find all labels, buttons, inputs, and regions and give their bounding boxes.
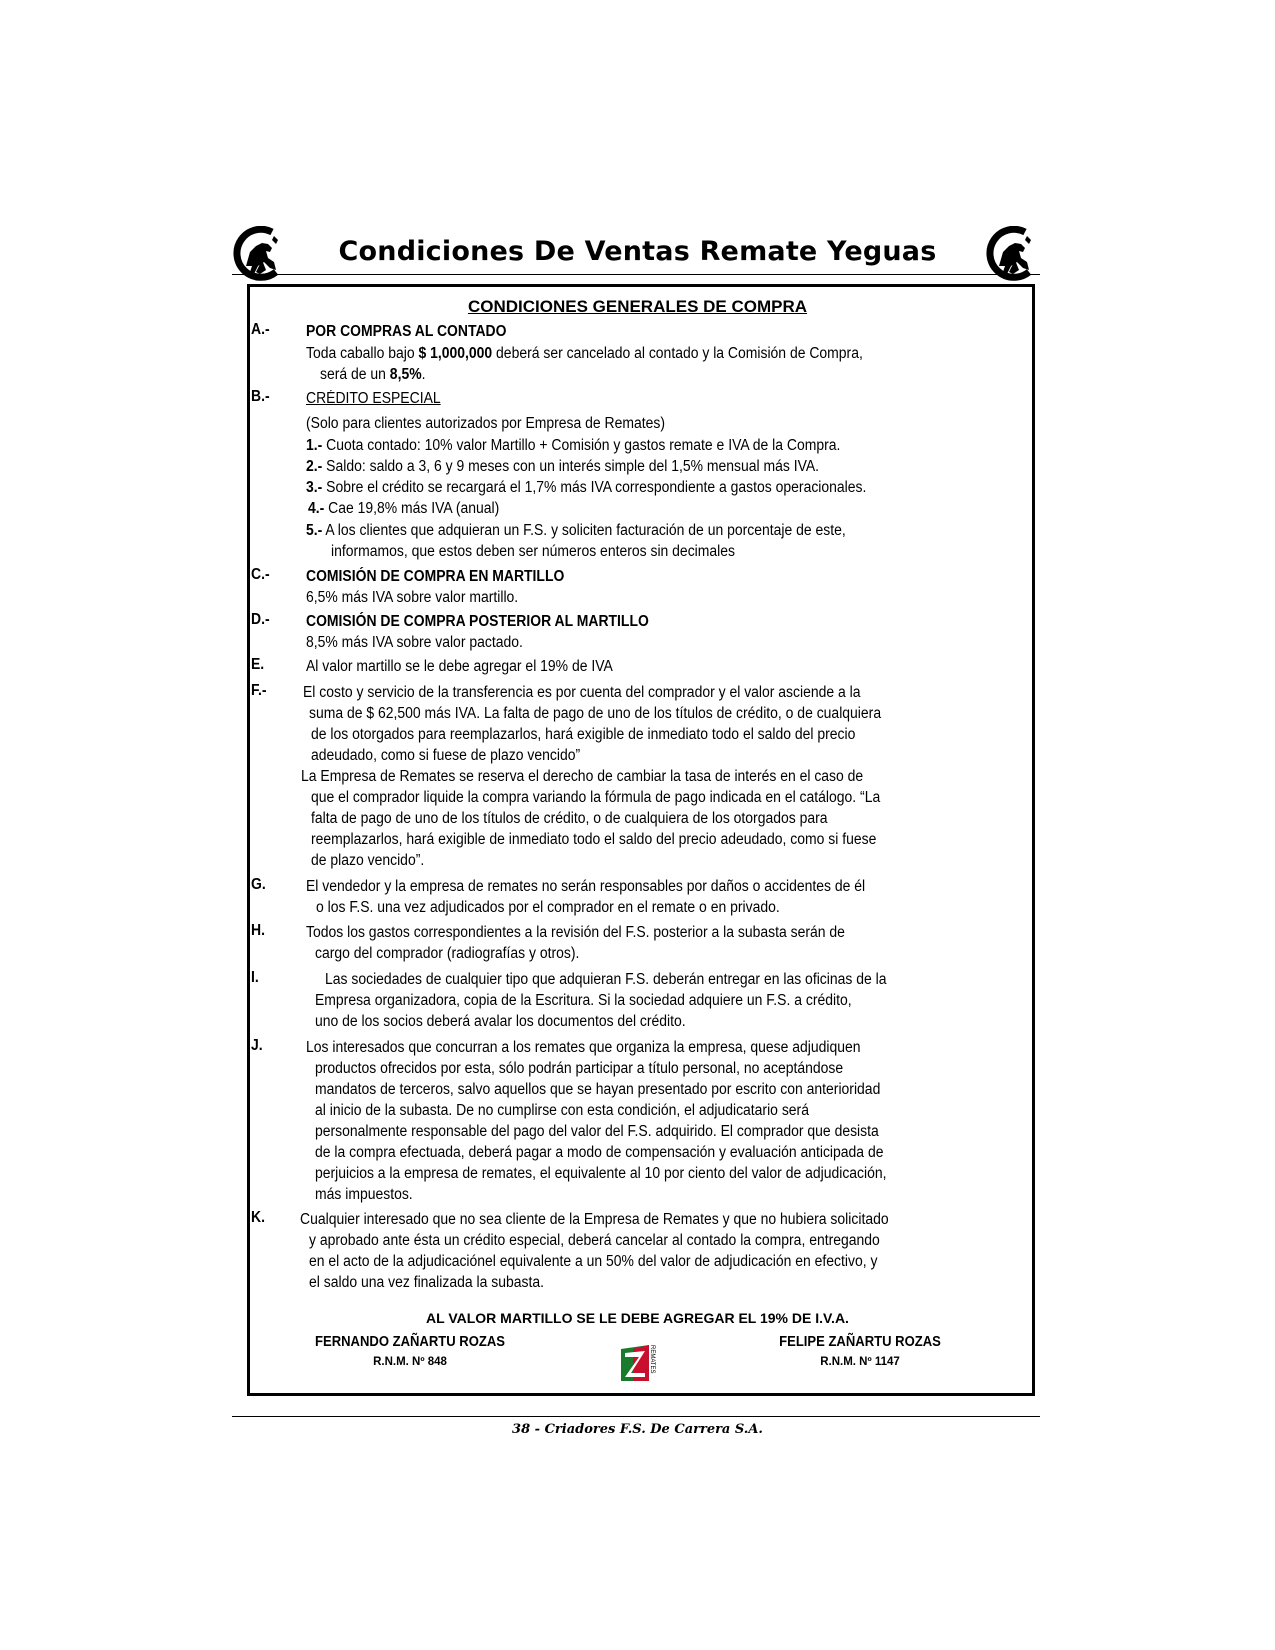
signature-left-name: FERNANDO ZAÑARTU ROZAS [315,1334,505,1350]
section-c-text: 6,5% más IVA sobre valor martillo. [306,589,519,606]
section-f-line: reemplazarlos, hará exigible de inmediato todo el saldo del precio adeudado, como si fuese [311,831,877,848]
section-f-line: La Empresa de Remates se reserva el derecho de cambiar la tasa de interés en el caso de [301,768,864,785]
section-j-line: perjuicios a la empresa de remates, el equivalente al 10 por ciento del valor de adjudicación, [315,1165,887,1182]
section-f-line: de los otorgados para reemplazarlos, hará exigible de inmediato todo el saldo del precio [311,726,856,743]
signature-left-rnm: R.N.M. Nº 848 [373,1356,447,1368]
section-c-heading: COMISIÓN DE COMPRA EN MARTILLO [306,568,565,585]
closing-notice: AL VALOR MARTILLO SE LE DEBE AGREGAR EL 19% DE I.V.A. [426,1310,849,1326]
section-letter-h: H. [251,922,265,939]
signature-right-name: FELIPE ZAÑARTU ROZAS [779,1334,941,1350]
section-j-line: más impuestos. [315,1186,413,1203]
section-j-line: productos ofrecidos por esta, sólo podrán participar a título personal, no aceptándose [315,1060,844,1077]
section-letter-g: G. [251,876,266,893]
section-i-line: Las sociedades de cualquier tipo que adquieran F.S. deberán entregar en las oficinas de la [325,971,887,988]
credit-item: 5.- A los clientes que adquieran un F.S. y soliciten facturación de un porcentaje de este, [306,522,846,539]
section-letter-e: E. [251,656,265,673]
section-letter-d: D.- [251,611,270,628]
section-j-line: al inicio de la subasta. De no cumplirse con esta condición, el adjudicatario será [315,1102,809,1119]
section-letter-c: C.- [251,566,270,583]
section-letter-f: F.- [251,682,267,699]
section-j-line: mandatos de terceros, salvo aquellos que se hayan presentado por escrito con anterioridad [315,1081,881,1098]
section-i-line: Empresa organizadora, copia de la Escritura. Si la sociedad adquiere un F.S. a crédito, [315,992,852,1009]
zanartu-remates-logo-icon [617,1341,671,1385]
section-j-line: personalmente responsable del pago del valor del F.S. adquirido. El comprador que desista [315,1123,879,1140]
section-f-line: suma de $ 62,500 más IVA. La falta de pago de uno de los títulos de crédito, o de cualquiera [309,705,882,722]
page-title: Condiciones De Ventas Remate Yeguas [338,236,937,267]
section-g-line: El vendedor y la empresa de remates no serán responsables por daños o accidentes de él [306,878,866,895]
credit-item-continuation: informamos, que estos deben ser números enteros sin decimales [331,543,735,560]
section-f-line: que el comprador liquide la compra variando la fórmula de pago indicada en el catálogo. “La [311,789,881,806]
section-letter-j: J. [251,1037,263,1054]
footer-divider [232,1416,1040,1417]
section-h-line: cargo del comprador (radiografías y otros). [315,945,580,962]
signature-right-rnm: R.N.M. Nº 1147 [820,1356,900,1368]
section-f-line: falta de pago de uno de los títulos de crédito, o de cualquiera de los otorgados para [311,810,828,827]
credit-item: 4.- Cae 19,8% más IVA (anual) [308,500,500,517]
section-k-line: en el acto de la adjudicaciónel equivalente a un 50% del valor de adjudicación en efectivo, y [309,1253,878,1270]
section-a-heading: POR COMPRAS AL CONTADO [306,323,507,340]
section-g-line: o los F.S. una vez adjudicados por el comprador en el remate o en privado. [316,899,780,916]
credit-item: 3.- Sobre el crédito se recargará el 1,7% más IVA correspondiente a gastos operacionales. [306,479,867,496]
title-divider [232,274,1040,275]
section-i-line: uno de los socios deberá avalar los documentos del crédito. [315,1013,686,1030]
section-a-line2: será de un 8,5%. [320,366,426,383]
section-letter-k: K. [251,1209,265,1226]
section-f-line: El costo y servicio de la transferencia es por cuenta del comprador y el valor asciende a la [303,684,861,701]
section-letter-a: A.- [251,321,270,338]
section-k-line: y aprobado ante ésta un crédito especial, deberá cancelar al contado la compra, entregando [309,1232,880,1249]
section-b-intro: (Solo para clientes autorizados por Empresa de Remates) [306,415,666,432]
credit-item: 2.- Saldo: saldo a 3, 6 y 9 meses con un interés simple del 1,5% mensual más IVA. [306,458,820,475]
section-letter-b: B.- [251,388,270,405]
section-f-line: adeudado, como si fuese de plazo vencido” [311,747,581,764]
section-d-heading: COMISIÓN DE COMPRA POSTERIOR AL MARTILLO [306,613,649,630]
section-k-line: el saldo una vez finalizada la subasta. [309,1274,544,1291]
credit-item: 1.- Cuota contado: 10% valor Martillo + Comisión y gastos remate e IVA de la Compra. [306,437,841,454]
section-h-line: Todos los gastos correspondientes a la revisión del F.S. posterior a la subasta serán de [306,924,845,941]
section-letter-i: I. [251,969,259,986]
section-a-line1: Toda caballo bajo $ 1,000,000 deberá ser cancelado al contado y la Comisión de Compra, [306,345,863,362]
section-b-heading: CRÉDITO ESPECIAL [306,390,441,407]
section-f-line: de plazo vencido”. [311,852,425,869]
box-heading: CONDICIONES GENERALES DE COMPRA [467,297,808,316]
section-k-line: Cualquier interesado que no sea cliente de la Empresa de Remates y que no hubiera solicitado [300,1211,889,1228]
section-e-text: Al valor martillo se le debe agregar el 19% de IVA [306,658,613,675]
section-j-line: Los interesados que concurran a los remates que organiza la empresa, quese adjudiquen [306,1039,861,1056]
section-d-text: 8,5% más IVA sobre valor pactado. [306,634,523,651]
remates-logo-text: REMATES [649,1345,655,1374]
section-j-line: de la compra efectuada, deberá pagar a modo de compensación y evaluación anticipada de [315,1144,884,1161]
page-footer: 38 - Criadores F.S. De Carrera S.A. [512,1422,763,1437]
